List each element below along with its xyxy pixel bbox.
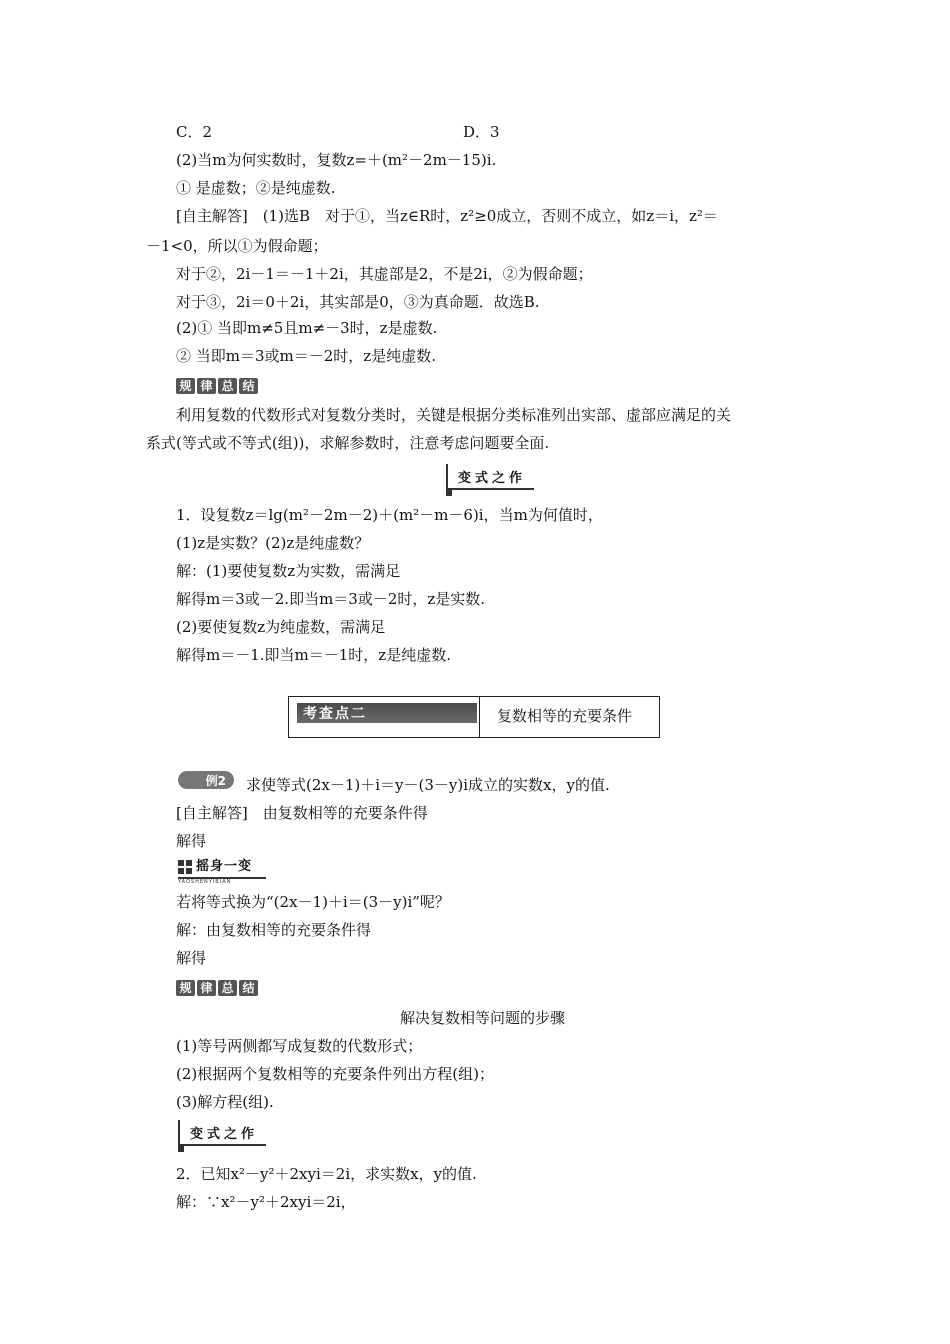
- step-3: (3)解方程(组).: [176, 1093, 274, 1111]
- badge-char: 总: [218, 980, 237, 996]
- badge-char: 律: [197, 980, 216, 996]
- example-question: 求使等式(2x－1)＋i＝y－(3－y)i成立的实数x，y的值.: [246, 776, 610, 794]
- example-badge: [178, 771, 234, 789]
- example-answer-1: [自主解答] 由复数相等的充要条件得: [176, 804, 428, 822]
- answer-line-5: (2)① 当即m≠5且m≠－3时，z是虚数.: [176, 319, 438, 337]
- badge-char: 总: [218, 378, 237, 394]
- option-c: C．2: [176, 123, 213, 141]
- transform-badge: [178, 860, 252, 886]
- badge-char: 规: [176, 980, 195, 996]
- transform-question: 若将等式换为“(2x－1)＋i＝(3－y)i”呢？: [176, 893, 450, 911]
- variation-sol-1: 解：(1)要使复数z为实数，需满足: [176, 562, 401, 580]
- topic-header: [288, 696, 660, 738]
- variation-sol-3: (2)要使复数z为纯虚数，需满足: [176, 618, 386, 636]
- badge-char: 结: [239, 980, 258, 996]
- badge-char: 律: [197, 378, 216, 394]
- answer-line-1: [自主解答] (1)选B 对于①，当z∈R时，z²≥0成立，否则不成立，如z＝i，z²＝: [176, 207, 718, 225]
- badge-char: 规: [176, 378, 195, 394]
- example-label: 例2: [205, 773, 226, 788]
- variation-badge: 变式之作: [446, 464, 534, 490]
- variation-badge-2: 变式之作: [178, 1120, 266, 1146]
- question-subparts: ① 是虚数；②是纯虚数.: [176, 179, 336, 197]
- transform-sublabel: YAOSHENYIBIAN: [178, 877, 266, 885]
- steps-title: 解决复数相等问题的步骤: [400, 1009, 566, 1027]
- topic-divider: [479, 697, 480, 737]
- grid-icon: [178, 860, 192, 874]
- rule-summary-text-2: 系式(等式或不等式(组))，求解参数时，注意考虑问题要全面.: [146, 434, 550, 452]
- transform-sol-2: 解得: [176, 949, 207, 967]
- topic-label: 考查点二: [297, 703, 477, 723]
- answer-line-6: ② 当即m＝3或m＝－2时，z是纯虚数.: [176, 347, 436, 365]
- answer-line-3: 对于②，2i－1＝－1＋2i，其虚部是2，不是2i，②为假命题；: [176, 265, 593, 283]
- option-d: D．3: [463, 123, 500, 141]
- transform-label: 摇身一变: [196, 859, 253, 874]
- answer-line-4: 对于③，2i＝0＋2i，其实部是0，③为真命题．故选B.: [176, 293, 540, 311]
- variation-sol-4: 解得m＝－1.即当m＝－1时，z是纯虚数.: [176, 646, 451, 664]
- topic-title: 复数相等的充要条件: [497, 707, 633, 725]
- rule-summary-badge-2: [176, 978, 258, 998]
- answer-line-2: －1<0，所以①为假命题；: [146, 237, 328, 255]
- variation-q2-sol: 解：∵x²－y²＋2xyi＝2i，: [176, 1193, 356, 1211]
- step-2: (2)根据两个复数相等的充要条件列出方程(组)；: [176, 1065, 494, 1083]
- transform-sol-1: 解：由复数相等的充要条件得: [176, 921, 372, 939]
- rule-summary-badge: [176, 376, 258, 396]
- variation-sol-2: 解得m＝3或－2.即当m＝3或－2时，z是实数.: [176, 590, 486, 608]
- variation-q1-parts: (1)z是实数？(2)z是纯虚数？: [176, 534, 370, 552]
- rule-summary-text-1: 利用复数的代数形式对复数分类时，关键是根据分类标准列出实部、虚部应满足的关: [176, 406, 732, 424]
- question-part-2: (2)当m为何实数时，复数z=＋(m²－2m－15)i.: [176, 151, 497, 169]
- variation-q2: 2．已知x²－y²＋2xyi＝2i，求实数x，y的值.: [176, 1165, 477, 1183]
- variation-q1: 1．设复数z＝lg(m²－2m－2)＋(m²－m－6)i，当m为何值时，: [176, 506, 603, 524]
- step-1: (1)等号两侧都写成复数的代数形式；: [176, 1037, 423, 1055]
- badge-char: 结: [239, 378, 258, 394]
- example-answer-2: 解得: [176, 832, 207, 850]
